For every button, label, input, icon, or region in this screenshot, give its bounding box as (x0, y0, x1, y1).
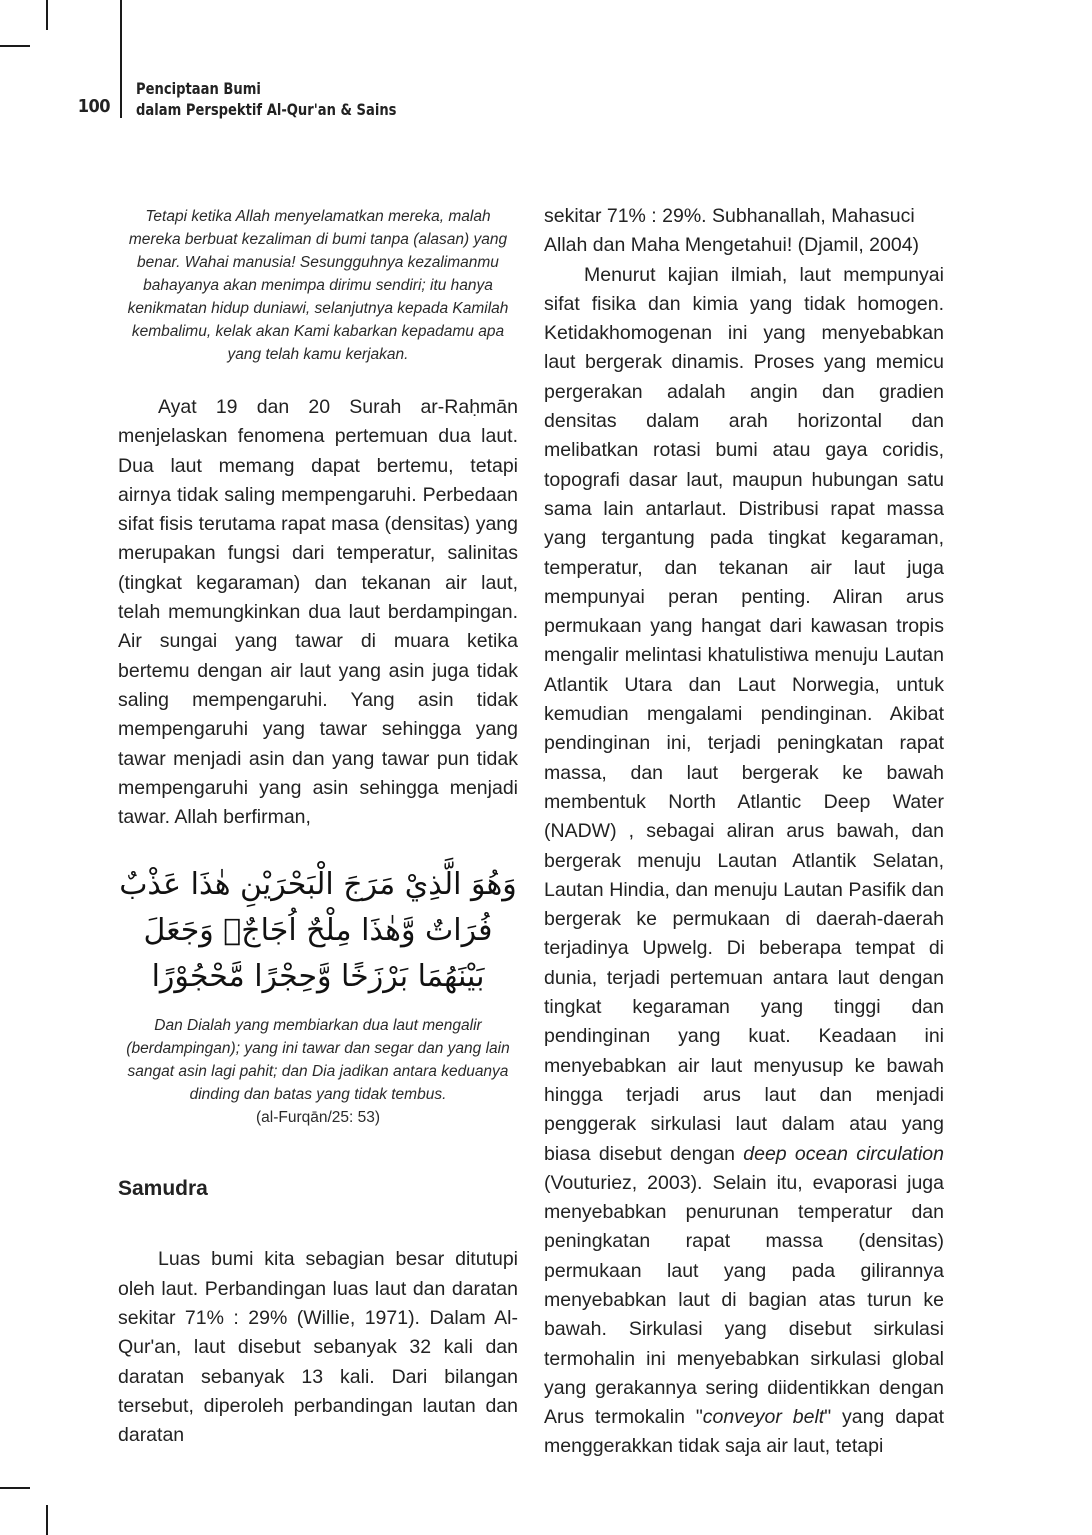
quote-translation: Tetapi ketika Allah menyelamatkan mereka, malah mereka berbuat kezaliman di bumi tanpa (alasan) yang benar. Wahai manusia! Sesungguhnya kezalimanmu bahayanya akan menimpa dirimu sendiri; itu hanya kenikmatan hidup duniawi, selanjutnya kepada Kamilah kembalimu, kelak akan Kami kabarkan kepadamu apa yang telah kamu kerjakan. (127, 208, 509, 363)
crop-mark-top-left-vertical (46, 0, 48, 30)
crop-mark-bottom-left-horizontal (0, 1487, 30, 1489)
paragraph-text: (Vouturiez, 2003). Selain itu, evaporasi juga menyebabkan penurunan temperatur dan peningkatan rapat massa (densitas) permukaan laut yang pada gilirannya menyebabkan laut di bagian atas turun ke bawah. Sirkulasi yang disebut sirkulasi termohalin ini menyebabkan sirkulasi global yang gerakannya sering diidentikkan dengan Arus termokalin " (544, 1171, 944, 1429)
page-number: 100 (77, 96, 110, 117)
running-header (136, 78, 396, 120)
body-paragraph: Luas bumi kita sebagian besar ditutupi oleh laut. Perbandingan luas laut dan daratan sekitar 71% : 29% (Willie, 1971). Dalam Al-Qur'an, laut disebut sebanyak 32 kali dan daratan sebanyak 13 kali. Dari bilangan tersebut, diperoleh perbandingan lautan dan daratan (118, 1248, 518, 1447)
section-heading: Samudra (118, 1177, 208, 1201)
left-column (118, 200, 518, 1451)
body-paragraph (544, 261, 944, 1462)
italic-term: deep ocean circulation (743, 1142, 944, 1165)
book-title-line-2: dalam Perspektif Al-Qur'an & Sains (136, 100, 397, 119)
crop-mark-top-left-horizontal (0, 45, 30, 47)
verse-translation: Dan Dialah yang membiarkan dua laut mengalir (berdampingan); yang ini tawar dan segar dan yang lain sangat asin lagi pahit; dan Dia jadikan antara keduanya dinding dan batas yang tidak tembus. (126, 1017, 510, 1104)
paragraph-text: " yang dapat menggerakkan tidak saja air laut, tetapi (544, 1406, 944, 1458)
crop-mark-bottom-left-vertical (46, 1505, 48, 1535)
italic-term: conveyor belt (702, 1406, 825, 1429)
paragraph-text: Menurut kajian ilmiah, laut mempunyai sifat fisika dan kimia yang tidak homogen. Ketidakhomogenan ini yang menyebabkan laut bergerak dinamis. Proses yang memicu pergerakan adalah angin dan gradien densitas dalam arah horizontal dan melibatkan rotasi bumi atau gaya coridis, topografi dasar laut, maupun hubungan satu sama lain antarlaut. Distribusi rapat massa yang tergantung pada tingkat kegaraman, temperatur, dan tekanan air laut juga mempunyai peran penting. Aliran arus permukaan yang hangat dari kawasan tropis mengalir melintasi khatulistiwa menuju Lautan Atlantik Utara dan Laut Norwegia, untuk kemudian mengalami pendinginan. Akibat pendinginan ini, terjadi peningkatan rapat massa, dan laut bergerak ke bawah membentuk North Atlantic Deep Water (NADW) , sebagai aliran arus bawah, dan bergerak menuju Lautan Atlantik Selatan, Lautan Hindia, dan menuju Lautan Pasifik dan bergerak ke permukaan di daerah-daerah terjadinya Upwelg. Di beberapa tempat di dunia, terjadi pertemuan antara laut dengan tingkat kegaraman yang tinggi dan pendinginan yang kuat. Keadaan ini menyebabkan air laut menyusup ke bawah hingga terjadi arus laut dan menjadi penggerak sirkulasi laut dalam atau yang biasa disebut dengan (544, 263, 944, 1165)
body-paragraph-continued: sekitar 71% : 29%. Subhanallah, Mahasuci Allah dan Maha Mengetahui! (Djamil, 2004) (544, 205, 920, 257)
header-divider (120, 0, 122, 118)
arabic-verse: وَهُوَ الَّذِيْ مَرَجَ الْبَحْرَيْنِ هٰذَا عَذْبٌ فُرَاتٌ وَّهٰذَا مِلْحٌ اُجَاجٌۚ وَجَعَلَ بَيْنَهُمَا بَرْزَخًا وَّحِجْرًا مَّحْجُوْرًا (119, 867, 517, 995)
verse-reference: (al-Furqān/25: 53) (255, 1109, 381, 1127)
right-column (544, 200, 944, 1462)
book-title-line-1: Penciptaan Bumi (136, 79, 261, 98)
body-paragraph: Ayat 19 dan 20 Surah ar-Raḥmān menjelaskan fenomena pertemuan dua laut. Dua laut memang dapat bertemu, tetapi airnya tidak saling mempengaruhi. Perbedaan sifat fisis terutama rapat masa (densitas) yang merupakan fungsi dari temperatur, salinitas (tingkat kegaraman) dan tekanan air laut, telah memungkinkan dua laut berdampingan. Air sungai yang tawar di muara ketika bertemu dengan air laut yang asin juga tidak saling mempengaruhi. Yang asin tidak mempengaruhi yang tawar sehingga yang tawar menjadi asin dan yang tawar pun tidak mempengaruhi yang asin sehingga menjadi tawar. Allah berfirman, (118, 396, 518, 829)
